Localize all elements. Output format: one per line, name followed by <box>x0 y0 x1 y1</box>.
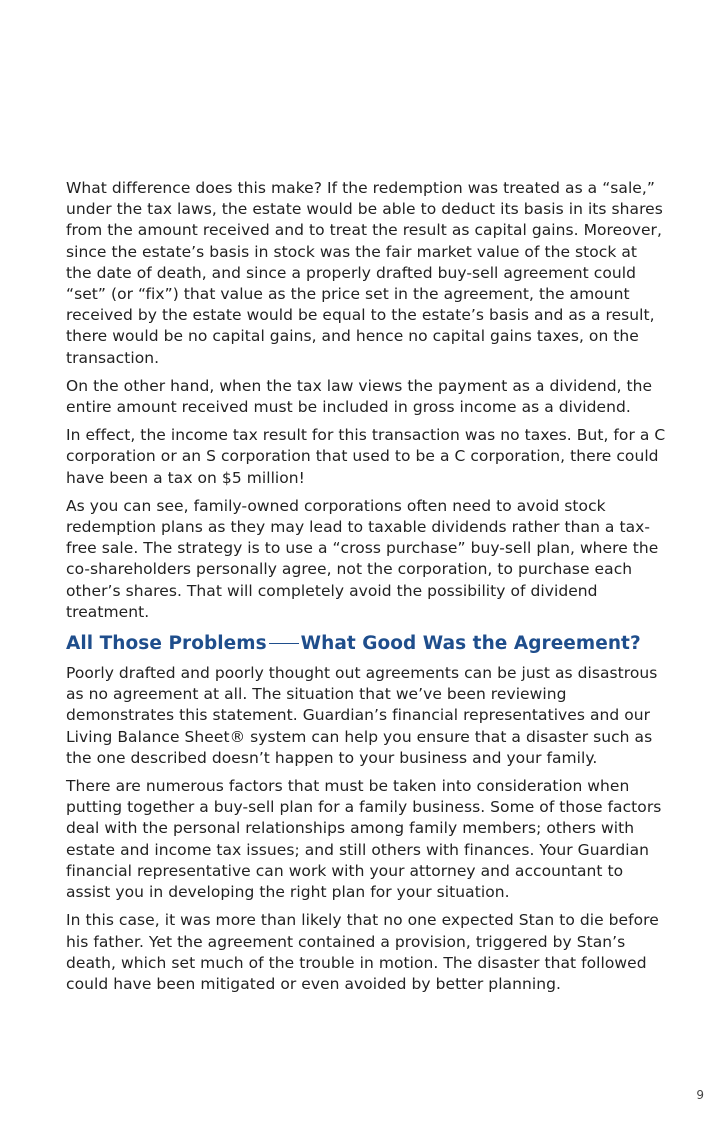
paragraph-stan-case: In this case, it was more than likely that no one expected Stan to die before his father. Yet the agreement contained a provision, triggered by Stan’s death, which set much of the trouble in motion. The disaster that followed could have been mitigated or even avoided by better planning. <box>66 911 659 993</box>
paragraph-redemption-sale: What difference does this make? If the redemption was treated as a “sale,” under the tax laws, the estate would be able to deduct its basis in its shares from the amount received and to treat the result as capital gains. Moreover, since the estate’s basis in stock was the fair market value of the stock at the date of death, and since a properly drafted buy-sell agreement could “set” (or “fix”) that value as the price set in the agreement, the amount received by the estate would be equal to the estate’s basis and as a result, there would be no capital gains, and hence no capital gains taxes, on the transaction. <box>66 179 663 367</box>
paragraph-poorly-drafted: Poorly drafted and poorly thought out agreements can be just as disastrous as no agreement at all. The situation that we’ve been reviewing demonstrates this statement. Guardian’s financial representatives and our Living Balance Sheet® system can help you ensure that a disaster such as the one described doesn’t happen to your business and your family. <box>66 664 658 767</box>
page-number: 9 <box>696 1088 704 1102</box>
paragraph-dividend-view: On the other hand, when the tax law views the payment as a dividend, the entire amount received must be included in gross income as a dividend. <box>66 376 653 417</box>
section-heading <box>66 632 666 656</box>
section-heading-part1: All Those Problems <box>66 633 267 655</box>
paragraph-cross-purchase: As you can see, family-owned corporations often need to avoid stock redemption plans as they may lead to taxable dividends rather than a tax-free sale. The strategy is to use a “cross purchase” buy-sell plan, where the co-shareholders personally agree, not the corporation, to purchase each other’s shares. That will completely avoid the possibility of dividend treatment. <box>66 496 659 621</box>
section-heading-part2: What Good Was the Agreement? <box>300 633 641 655</box>
em-dash-rule <box>269 643 299 644</box>
body-text <box>66 178 666 1002</box>
paragraph-numerous-factors: There are numerous factors that must be taken into consideration when putting together a buy-sell plan for a family business. Some of those factors deal with the personal relationships among family members; others with estate and income tax issues; and still others with finances. Your Guardian financial representative can work with your attorney and accountant to assist you in developing the right plan for your situation. <box>66 777 662 902</box>
paragraph-income-tax-result: In effect, the income tax result for this transaction was no taxes. But, for a C corporation or an S corporation that used to be a C corporation, there could have been a tax on $5 million! <box>66 426 666 487</box>
